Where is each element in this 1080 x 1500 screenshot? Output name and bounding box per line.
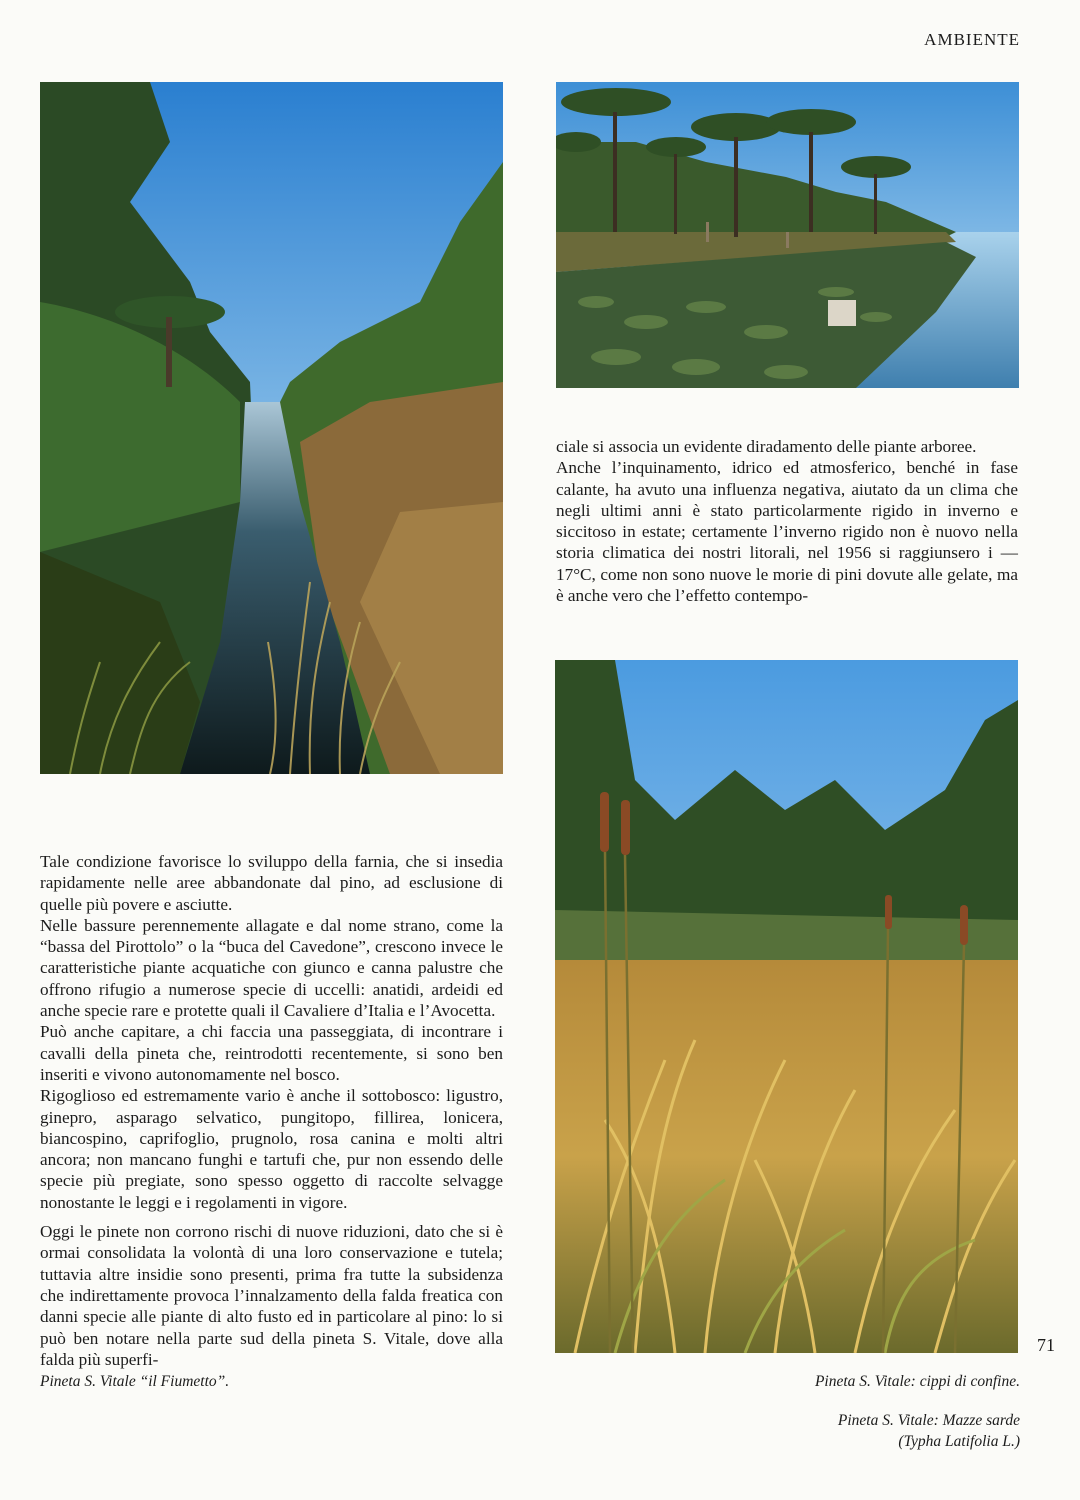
photo-cippi-di-confine <box>556 82 1019 388</box>
paragraph: Nelle bassure perennemente allagate e dal nome strano, come la “bassa del Pirottolo” o la “buca del Cavedone”, crescono invece le caratteristiche piante acquatiche con giunco e canna palustre che offrono rifugio a numerose specie di uccelli: anatidi, ardeidi ed anche specie rare e protette quali il Cavaliere d’Italia e l’Avocetta. <box>40 915 503 1021</box>
photo-mazze-sarde <box>555 660 1018 1353</box>
photo-fiumetto <box>40 82 503 774</box>
section-title: AMBIENTE <box>924 30 1020 49</box>
paragraph: Può anche capitare, a chi faccia una passeggiata, di incontrare i cavalli della pineta che, reintrodotti recentemente, si sono ben inseriti e vivono autonomamente nel bosco. <box>40 1022 503 1084</box>
article-text-left-column <box>40 851 503 1370</box>
paragraph: ciale si associa un evidente diradamento delle piante arboree. <box>556 437 977 456</box>
paragraph: Oggi le pinete non corrono rischi di nuove riduzioni, dato che si è ormai consolidata la volontà di una loro conservazione e tutela; tuttavia altre insidie sono presenti, prima fra tutte la subsidenza che indirettamente provoca l’innalzamento della falda freatica con danni specie alle piante di alto fusto ed in particolare al pino: lo si può ben notare nella parte sud della pineta S. Vitale, dove alla falda più superfi- <box>40 1222 503 1369</box>
page-number: 71 <box>1037 1335 1055 1355</box>
caption-fiumetto: Pineta S. Vitale “il Fiumetto”. <box>40 1373 230 1390</box>
caption-mazze-line2: (Typha Latifolia L.) <box>898 1433 1020 1450</box>
article-text-right-column <box>556 436 1018 606</box>
caption-mazze <box>838 1410 1020 1452</box>
paragraph: Rigoglioso ed estremamente vario è anche il sottobosco: ligustro, ginepro, asparago selvatico, pungitopo, fillirea, lonicera, biancospino, caprifoglio, prugnolo, rosa canina e molti altri ancora; non mancano funghi e tartufi che, pur non essendo delle specie più pregiate, sono spesso oggetto di raccolte selvagge nonostante le leggi e i regolamenti in vigore. <box>40 1086 503 1212</box>
paragraph: Anche l’inquinamento, idrico ed atmosferico, benché in fase calante, ha avuto una influenza negativa, aiutato da un clima che negli ultimi anni è stato particolarmente rigido in inverno e siccitoso in estate; certamente l’inverno rigido non è nuovo nella storia climatica dei nostri litorali, nel 1956 si raggiunsero i —17°C, come non sono nuove le morie di pini dovute alle gelate, ma è anche vero che l’effetto contempo- <box>556 458 1018 606</box>
caption-cippi: Pineta S. Vitale: cippi di confine. <box>814 1373 1020 1390</box>
paragraph: Tale condizione favorisce lo sviluppo della farnia, che si insedia rapidamente nelle aree abbandonate dal pino, ad esclusione di quelle più povere e asciutte. <box>40 852 503 914</box>
caption-mazze-line1: Pineta S. Vitale: Mazze sarde <box>837 1412 1020 1429</box>
